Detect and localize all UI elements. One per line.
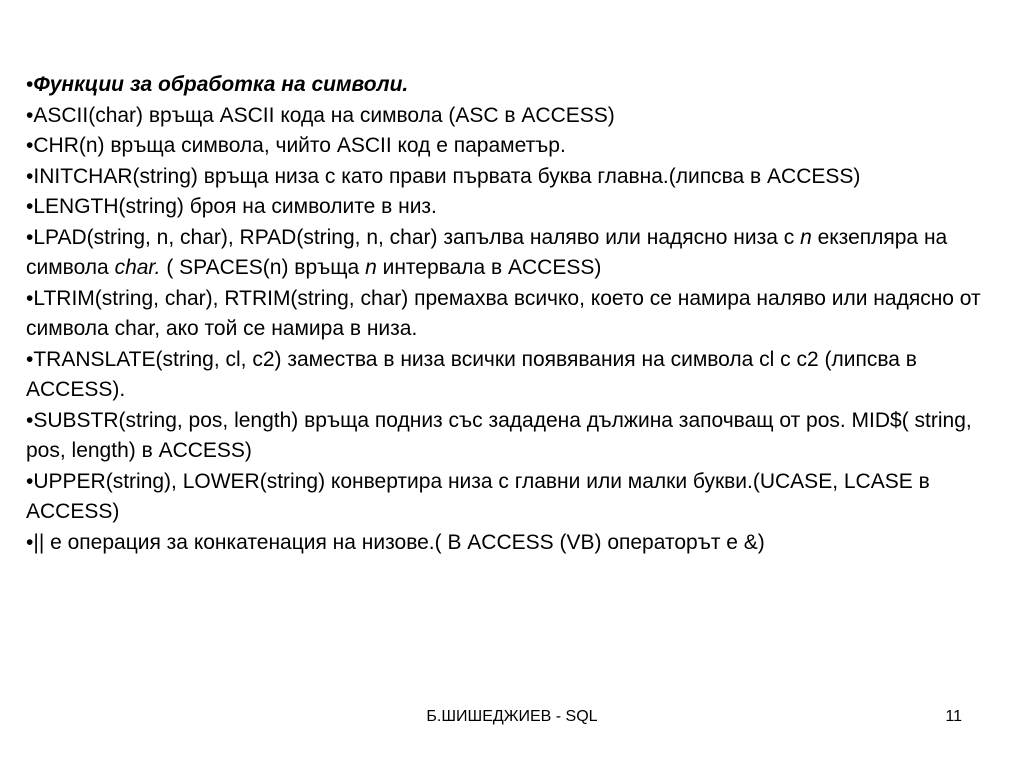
list-item-text: LTRIM(string, char), RTRIM(string, char) премахва всичко, което се намира наляво или надясно от символа char, ако той се намира в низа. [26, 286, 981, 340]
list-item-text: TRANSLATE(string, cl, c2) замества в низа всички появявания на символа cl с c2 (липсва в ACCESS). [26, 347, 917, 401]
bullet-glyph: • [26, 134, 34, 157]
list-item [26, 467, 1011, 528]
list-item [26, 131, 1011, 162]
list-item-italic-n: n [800, 225, 812, 249]
list-item [26, 162, 1011, 193]
bullet-glyph: • [26, 225, 34, 249]
list-item-text: UPPER(string), LOWER(string) конвертира низа с главни или малки букви.(UCASE, LCASE в ACCESS) [26, 469, 930, 523]
list-item-text-part: ( SPACES(n) връща [160, 256, 366, 279]
list-item-text: ASCII(char) връща ASCII кода на символа (ASC в ACCESS) [33, 103, 615, 127]
list-item-text: SUBSTR(string, pos, length) връща подниз със зададена дължина започващ от pos. MID$( string, pos, length) в ACCESS) [26, 408, 972, 462]
list-item-text: LENGTH(string) броя на символите в низ. [33, 195, 437, 218]
list-item [26, 192, 1011, 223]
list-item-text-part: LPAD(string, n, char), RPAD(string, n, char) запълва наляво или надясно низа с [33, 225, 801, 249]
list-item [26, 223, 1011, 284]
bullet-glyph: • [26, 73, 34, 96]
bullet-glyph: • [26, 164, 34, 188]
bullet-glyph: • [26, 408, 34, 432]
bullet-glyph: • [26, 469, 34, 493]
heading-text: Функции за обработка на символи. [33, 73, 409, 96]
page-number: 11 [945, 708, 962, 725]
list-item [26, 101, 1011, 132]
slide-heading [26, 70, 1011, 101]
list-item [26, 406, 1011, 467]
list-item-italic-char: char. [114, 256, 161, 279]
bullet-glyph: • [26, 530, 34, 554]
slide-body [26, 70, 1011, 558]
bullet-glyph: • [26, 286, 34, 310]
list-item-text: INITCHAR(string) връща низа с като прави първата буква главна.(липсва в ACCESS) [33, 164, 861, 188]
list-item [26, 284, 1011, 345]
bullet-glyph: • [26, 103, 34, 127]
list-item [26, 345, 1011, 406]
list-item [26, 528, 1011, 559]
footer-author: Б.ШИШЕДЖИЕВ - SQL [426, 708, 598, 725]
bullet-glyph: • [26, 195, 34, 218]
list-item-text-part: екзепляра на символа [26, 225, 948, 279]
bullet-glyph: • [26, 347, 34, 371]
list-item-text: CHR(n) връща символа, чийто ASCII код е параметър. [33, 134, 566, 157]
list-item-italic-n: n [365, 256, 377, 279]
list-item-text-part: интервала в ACCESS) [376, 256, 602, 279]
list-item-text: || е операция за конкатенация на низове.( В ACCESS (VB) операторът е &) [33, 530, 765, 554]
